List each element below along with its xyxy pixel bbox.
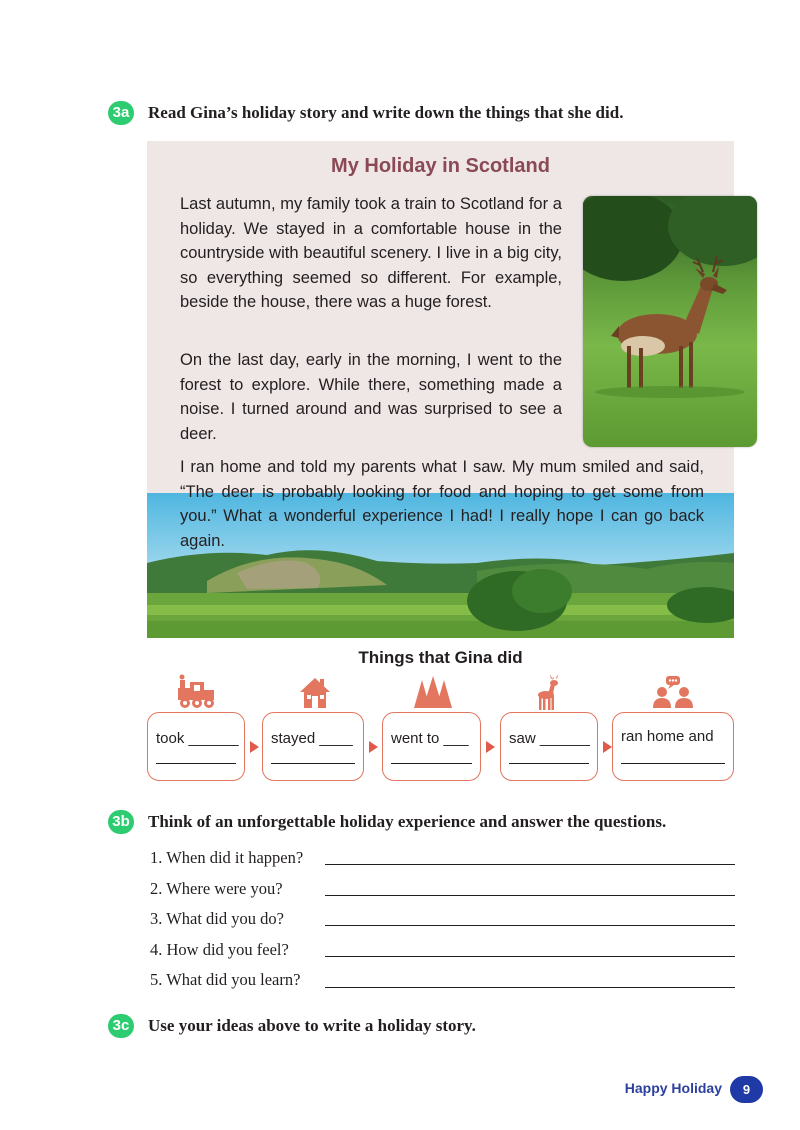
house-icon <box>298 674 332 712</box>
step-label: saw ______ <box>509 730 590 747</box>
deer-icon <box>534 674 562 712</box>
section-badge-3c: 3c <box>108 1014 134 1038</box>
answer-line <box>271 763 355 764</box>
question-1: 1. When did it happen? <box>150 848 304 867</box>
page-number: 9 <box>730 1076 763 1103</box>
deer-photo <box>583 196 757 447</box>
question-2: 2. Where were you? <box>150 879 283 898</box>
answer-line-4[interactable] <box>325 956 735 957</box>
answer-line <box>509 763 589 764</box>
question-4: 4. How did you feel? <box>150 940 289 959</box>
things-title: Things that Gina did <box>358 648 523 667</box>
section-badge-3a: 3a <box>108 101 134 125</box>
answer-line <box>621 763 725 764</box>
talking-people-icon <box>652 674 696 712</box>
story-paragraph-2: On the last day, early in the morning, I went to the forest to explore. While there, something made a noise. I turned around and was surprised to see a deer. <box>180 351 562 443</box>
step-label: ran home and <box>621 728 714 745</box>
step-label: went to ___ <box>391 730 469 747</box>
step-label: stayed ____ <box>271 730 353 747</box>
forest-icon <box>412 674 454 712</box>
arrow-icon <box>603 741 612 753</box>
footer-title: Happy Holiday <box>624 1080 722 1096</box>
arrow-icon <box>486 741 495 753</box>
answer-line <box>156 763 236 764</box>
step-box-4 <box>500 712 598 781</box>
answer-line-3[interactable] <box>325 925 735 926</box>
arrow-icon <box>369 741 378 753</box>
question-3: 3. What did you do? <box>150 909 284 928</box>
step-box-1 <box>147 712 245 781</box>
answer-line-2[interactable] <box>325 895 735 896</box>
step-box-2 <box>262 712 364 781</box>
answer-line-5[interactable] <box>325 987 735 988</box>
question-5: 5. What did you learn? <box>150 970 301 989</box>
arrow-icon <box>250 741 259 753</box>
story-paragraph-3: I ran home and told my parents what I saw. My mum smiled and said, “The deer is probably looking for food and hoping to get some from you.” What a wonderful experience I had! I really hope I can go back again. <box>180 458 704 550</box>
step-box-3 <box>382 712 481 781</box>
step-label: took ______ <box>156 730 239 747</box>
answer-line <box>391 763 472 764</box>
story-title: My Holiday in Scotland <box>331 155 550 177</box>
instruction-3c: Use your ideas above to write a holiday story. <box>148 1016 476 1035</box>
story-paragraph-1: Last autumn, my family took a train to Scotland for a holiday. We stayed in a comfortable house in the countryside with beautiful scenery. I live in a big city, so everything seemed so different. For example, beside the house, there was a huge forest. <box>180 195 562 311</box>
instruction-3a: Read Gina’s holiday story and write down the things that she did. <box>148 103 624 122</box>
train-icon <box>172 674 220 712</box>
section-badge-3b: 3b <box>108 810 134 834</box>
step-box-5 <box>612 712 734 781</box>
answer-line-1[interactable] <box>325 864 735 865</box>
instruction-3b: Think of an unforgettable holiday experience and answer the questions. <box>148 812 667 831</box>
